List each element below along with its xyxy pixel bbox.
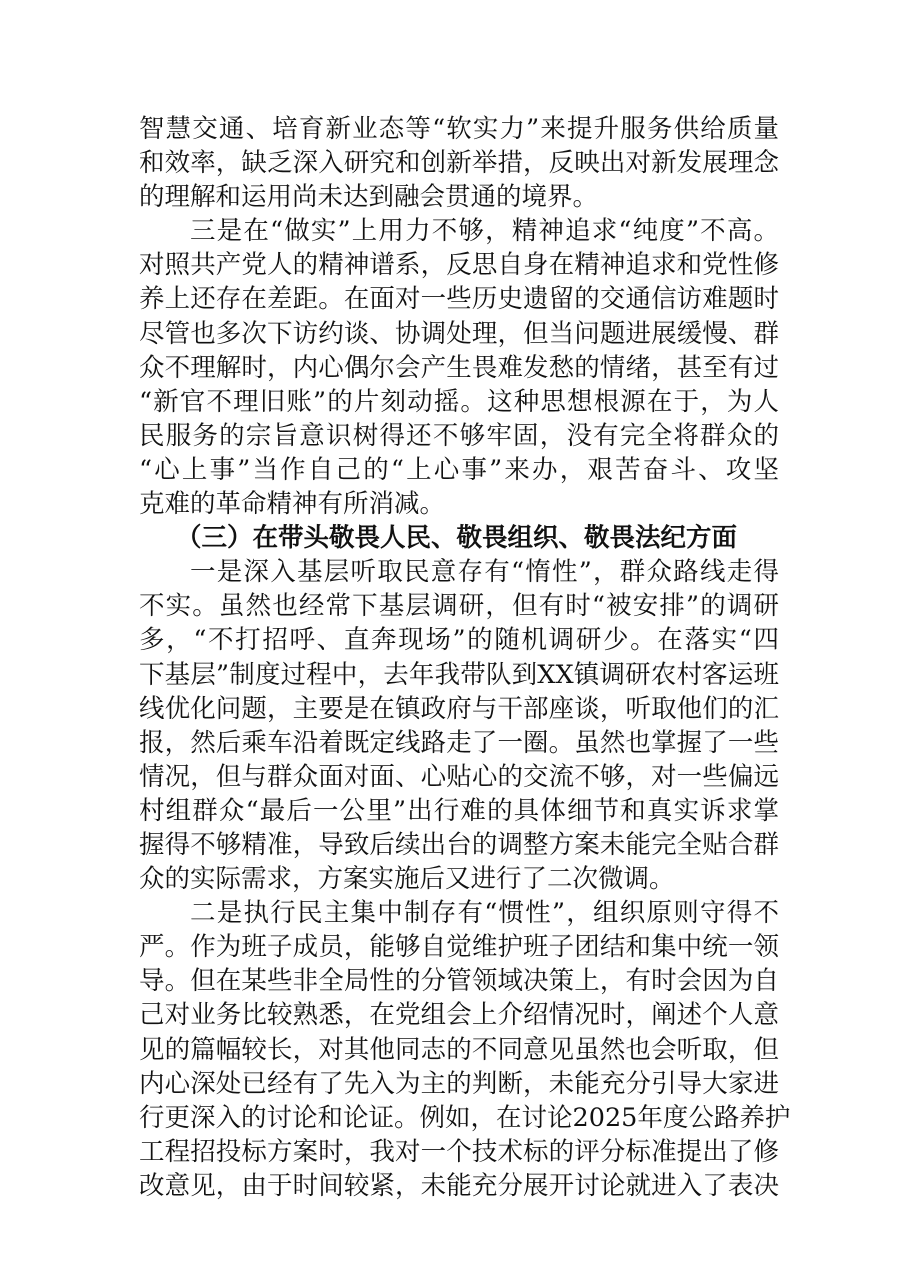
text-line: 一是深入基层听取民意存有“惰性”，群众路线走得 bbox=[190, 557, 779, 588]
text-line: 线优化问题，主要是在镇政府与干部座谈，听取他们的汇 bbox=[139, 693, 779, 724]
text-line: 导。但在某些非全局性的分管领域决策上，有时会因为自 bbox=[139, 966, 779, 997]
text-line: 严。作为班子成员，能够自觉维护班子团结和集中统一领 bbox=[139, 932, 779, 963]
text-line: 内心深处已经有了先入为主的判断，未能充分引导大家进 bbox=[139, 1068, 779, 1099]
text-line: 下基层”制度过程中，去年我带队到XX镇调研农村客运班 bbox=[139, 659, 779, 690]
text-line: 报，然后乘车沿着既定线路走了一圈。虽然也掌握了一些 bbox=[139, 727, 779, 758]
text-line: 养上还存在差距。在面对一些历史遗留的交通信访难题时 bbox=[139, 284, 779, 315]
text-line: 智慧交通、培育新业态等“软实力”来提升服务供给质量 bbox=[139, 114, 779, 144]
text-line: 的理解和运用尚未达到融会贯通的境界。 bbox=[139, 182, 599, 213]
section-heading: （三）在带头敬畏人民、敬畏组织、敬畏法纪方面 bbox=[175, 523, 737, 554]
text-line: 不实。虽然也经常下基层调研，但有时“被安排”的调研 bbox=[139, 591, 779, 622]
text-line: 见的篇幅较长，对其他同志的不同意见虽然也会听取，但 bbox=[139, 1034, 779, 1065]
text-line: 工程招投标方案时，我对一个技术标的评分标准提出了修 bbox=[139, 1136, 779, 1167]
text-line: 行更深入的讨论和论证。例如，在讨论2025年度公路养护 bbox=[139, 1102, 791, 1133]
text-line: 多，“不打招呼、直奔现场”的随机调研少。在落实“四 bbox=[139, 625, 779, 656]
text-line: 三是在“做实”上用力不够，精神追求“纯度”不高。 bbox=[190, 216, 779, 247]
text-line: 改意见，由于时间较紧，未能充分展开讨论就进入了表决 bbox=[139, 1170, 779, 1201]
document-page bbox=[139, 112, 791, 1203]
text-line: “心上事”当作自己的“上心事”来办，艰苦奋斗、攻坚 bbox=[139, 454, 779, 485]
text-line: 二是执行民主集中制存有“惯性”，组织原则守得不 bbox=[190, 898, 779, 929]
text-line: 和效率，缺乏深入研究和创新举措，反映出对新发展理念 bbox=[139, 148, 779, 179]
text-line: 众不理解时，内心偶尔会产生畏难发愁的情绪，甚至有过 bbox=[139, 352, 779, 383]
text-line: 村组群众“最后一公里”出行难的具体细节和真实诉求掌 bbox=[139, 795, 779, 826]
text-line: 民服务的宗旨意识树得还不够牢固，没有完全将群众的 bbox=[139, 420, 779, 451]
text-line: 对照共产党人的精神谱系，反思自身在精神追求和党性修 bbox=[139, 250, 779, 281]
text-line: 众的实际需求，方案实施后又进行了二次微调。 bbox=[139, 864, 675, 895]
text-line: 己对业务比较熟悉，在党组会上介绍情况时，阐述个人意 bbox=[139, 1000, 779, 1031]
text-line: “新官不理旧账”的片刻动摇。这种思想根源在于，为人 bbox=[139, 386, 779, 417]
text-line: 克难的革命精神有所消减。 bbox=[139, 489, 446, 520]
text-line: 握得不够精准，导致后续出台的调整方案未能完全贴合群 bbox=[139, 829, 779, 860]
text-line: 尽管也多次下访约谈、协调处理，但当问题进展缓慢、群 bbox=[139, 318, 779, 349]
text-line: 情况，但与群众面对面、心贴心的交流不够，对一些偏远 bbox=[139, 761, 779, 792]
